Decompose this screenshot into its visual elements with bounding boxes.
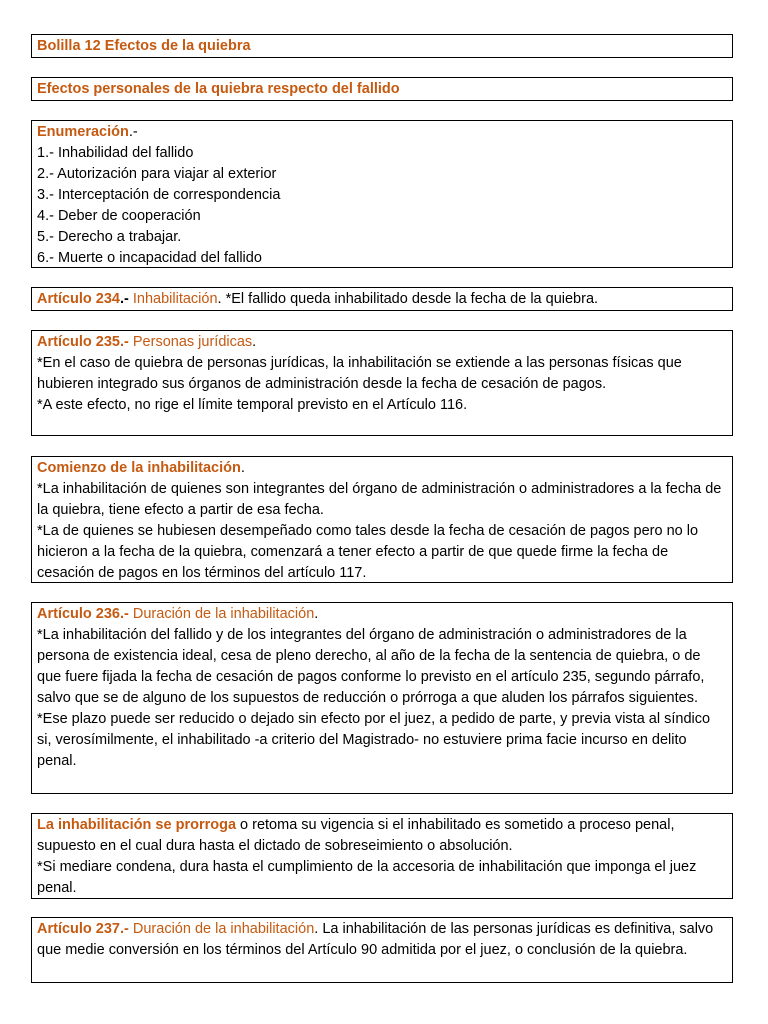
prorroga-heading: La inhabilitación se prorroga [37,817,237,833]
art236-label: Artículo 236.- [37,606,129,622]
page-title: Efectos de la quiebra [104,38,251,54]
art235-label: Artículo 235.- [37,334,129,350]
list-item: 6.- Muerte o incapacidad del fallido [37,250,262,266]
art234-box: Artículo 234.- Inhabilitación. *El fallido queda inhabilitado desde la fecha de la quiebra. [31,287,733,311]
art236-box: Artículo 236.- Duración de la inhabilitación. *La inhabilitación del fallido y de los integrantes del órgano de administración o administradores de la persona de existencia ideal, cesa de pleno derecho, al año de la fecha de la sentencia de quiebra, o de que fuere fijada la fecha de cesación de pagos conforme lo previsto en el artículo 235, segundo párrafo, salvo que se de alguno de los supuestos de reducción o prórroga a que aluden los párrafos siguientes. *Ese plazo puede ser reducido o dejado sin efecto por el juez, a pedido de parte, y previa vista al síndico si, verosímilmente, el inhabilitado -a criterio del Magistrado- no estuviere prima facie incurso en delito penal. [31,602,733,794]
art237-text: . La inhabilitación de las personas jurídicas es definitiva, salvo que medie conversión en los términos del Artículo 90 admitida por el juez, o conclusión de la quiebra. [37,921,714,958]
comienzo-heading: Comienzo de la inhabilitación [37,460,241,476]
art236-paragraph-2: *Ese plazo puede ser reducido o dejado sin efecto por el juez, a pedido de parte, y previa vista al síndico si, verosímilmente, el inhabilitado -a criterio del Magistrado- no estuviere prima facie incurso en delito penal. [37,711,711,769]
list-item: 1.- Inhabilidad del fallido [37,145,194,161]
art237-label: Artículo 237.- [37,921,129,937]
list-item: 2.- Autorización para viajar al exterior [37,166,277,182]
comienzo-paragraph-2: *La de quienes se hubiesen desempeñado como tales desde la fecha de cesación de pagos pero no lo hicieron a la fecha de la quiebra, comenzará a tener efecto a partir de que quede firme la fecha de cesación de pagos en los términos del artículo 117. [37,523,699,581]
prorroga-paragraph-1: o retoma su vigencia si el inhabilitado es sometido a proceso penal, supuesto en el cual dura hasta el dictado de sobreseimiento o absolución. [37,817,675,854]
art234-text: . *El fallido queda inhabilitado desde la fecha de la quiebra. [217,291,599,307]
art236-paragraph-1: *La inhabilitación del fallido y de los integrantes del órgano de administración o administradores de la persona de existencia ideal, cesa de pleno derecho, al año de la fecha de la sentencia de quiebra, o de que fuere fijada la fecha de cesación de pagos conforme lo previsto en el artículo 235, segundo párrafo, salvo que se de alguno de los supuestos de reducción o prórroga a que aluden los párrafos siguientes. [37,627,705,706]
art235-heading: Personas jurídicas [132,334,253,350]
list-item: 5.- Derecho a trabajar. [37,229,182,245]
list-item: 4.- Deber de cooperación [37,208,201,224]
comienzo-paragraph-1: *La inhabilitación de quienes son integrantes del órgano de administración o administradores a la fecha de la quiebra, tiene efecto a partir de esa fecha. [37,481,722,518]
enumeration-heading: Enumeración [37,124,129,140]
art234-heading: Inhabilitación [132,291,218,307]
art237-box [31,917,733,983]
art237-heading: Duración de la inhabilitación [132,921,315,937]
art236-heading: Duración de la inhabilitación [132,606,315,622]
comienzo-box: Comienzo de la inhabilitación. *La inhabilitación de quienes son integrantes del órgano de administración o administradores a la fecha de la quiebra, tiene efecto a partir de esa fecha. *La de quienes se hubiesen desempeñado como tales desde la fecha de cesación de pagos pero no lo hicieron a la fecha de la quiebra, comenzará a tener efecto a partir de que quede firme la fecha de cesación de pagos en los términos del artículo 117. [31,456,733,583]
art235-paragraph-2: *A este efecto, no rige el límite temporal previsto en el Artículo 116. [37,397,468,413]
art235-paragraph-1: *En el caso de quiebra de personas jurídicas, la inhabilitación se extiende a las personas físicas que hubieren integrado sus órganos de administración desde la fecha de cesación de pagos. [37,355,682,392]
list-item: 3.- Interceptación de correspondencia [37,187,281,203]
art235-box: Artículo 235.- Personas jurídicas. *En el caso de quiebra de personas jurídicas, la inhabilitación se extiende a las personas físicas que hubieren integrado sus órganos de administración desde la fecha de cesación de pagos. *A este efecto, no rige el límite temporal previsto en el Artículo 116. [31,330,733,436]
section-subtitle: Efectos personales de la quiebra respecto del fallido [37,81,400,97]
enumeration-heading-line: Enumeración.- [37,124,138,140]
enumeration-box [31,120,733,268]
bolilla-number: Bolilla 12 [37,38,101,54]
subtitle-box [31,77,733,101]
prorroga-paragraph-2: *Si mediare condena, dura hasta el cumplimiento de la accesoria de inhabilitación que imponga el juez penal. [37,859,697,896]
prorroga-box [31,813,733,899]
title-box [31,34,733,58]
art234-label: Artículo 234 [37,291,120,307]
